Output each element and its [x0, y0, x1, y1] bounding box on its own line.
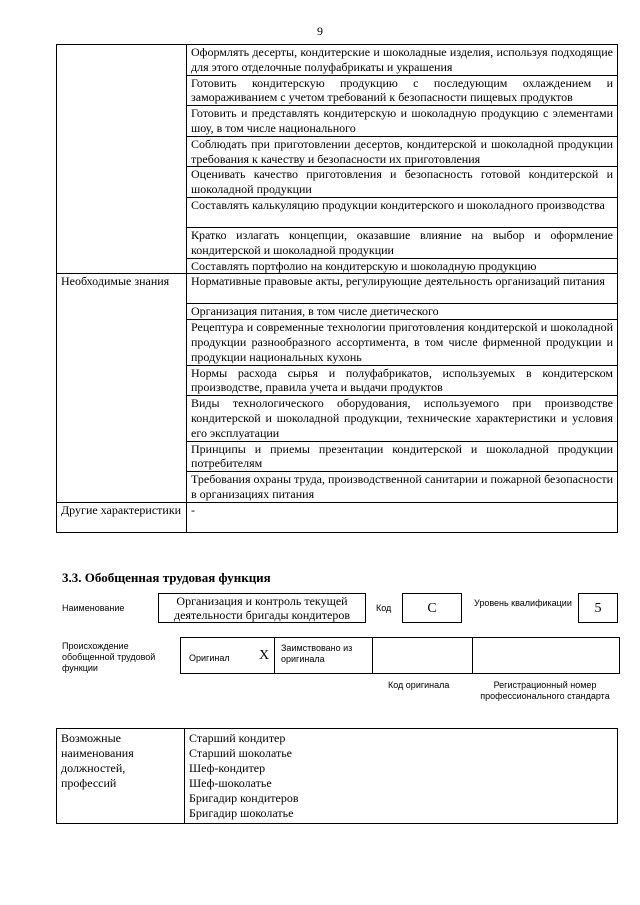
original-cell: [181, 638, 275, 673]
knowledge-item: Нормативные правовые акты, регулирующие деятельность организаций питания: [187, 274, 618, 304]
table-row: [57, 274, 618, 304]
qualification-level-box: 5: [578, 593, 618, 623]
skill-item: Готовить и представлять кондитерскую и шоколадную продукцию с элементами шоу, в том числе национального: [187, 106, 618, 137]
table-row: [57, 502, 618, 532]
registration-number-cell: [473, 638, 619, 673]
skill-item: Кратко излагать концепции, оказавшие влияние на выбор и оформление кондитерской и шоколадной продукции: [187, 227, 618, 258]
positions-table: [56, 728, 618, 824]
skill-item: Готовить кондитерскую продукцию с последующим охлаждением и замораживанием с учетом требований к безопасности пищевых продуктов: [187, 75, 618, 106]
other-characteristics-label: Другие характеристики: [57, 502, 187, 532]
positions-list: [185, 729, 618, 824]
origin-strip: [180, 637, 620, 674]
name-label: Наименование: [62, 603, 125, 613]
skill-item: Составлять портфолио на кондитерскую и шоколадную продукцию: [187, 258, 618, 274]
skill-item: Составлять калькуляцию продукции кондитерского и шоколадного производства: [187, 197, 618, 227]
original-code-caption: Код оригинала: [388, 680, 450, 690]
skill-item: Оценивать качество приготовления и безопасность готовой кондитерской и шоколадной продукции: [187, 167, 618, 198]
borrowed-cell: [275, 638, 373, 673]
skills-label-cell: [57, 45, 187, 274]
list-item: Бригадир шоколатье: [189, 806, 294, 820]
origin-label: Происхождение обобщенной трудовой функции: [62, 641, 156, 673]
list-item: Старший шоколатье: [189, 746, 292, 760]
list-item: Бригадир кондитеров: [189, 791, 299, 805]
table-row: [57, 729, 618, 824]
knowledge-item: Требования охраны труда, производственной санитарии и пожарной безопасности в организациях питания: [187, 472, 618, 503]
table-row: [57, 45, 618, 76]
code-label: Код: [376, 603, 392, 613]
original-code-cell: [373, 638, 473, 673]
qualification-level-label: Уровень квалификации: [474, 598, 572, 608]
skill-item: Соблюдать при приготовлении десертов, кондитерской и шоколадной продукции требования к качеству и безопасности их приготовления: [187, 136, 618, 167]
borrowed-label: Заимствовано из оригинала: [281, 643, 353, 664]
list-item: Старший кондитер: [189, 731, 286, 745]
page-number: 9: [317, 24, 323, 38]
code-box: C: [402, 593, 462, 623]
knowledge-item: Принципы и приемы презентации кондитерской и шоколадной продукции потребителям: [187, 441, 618, 472]
list-item: Шеф-кондитер: [189, 761, 266, 775]
section-title: 3.3. Обобщенная трудовая функция: [62, 570, 271, 585]
original-mark: X: [259, 648, 270, 663]
knowledge-item: Рецептура и современные технологии приготовления кондитерской и шоколадной продукции разнообразного ассортимента, в том числе фирменной продукции и продукции национальных кухонь: [187, 320, 618, 365]
positions-label: Возможные наименования должностей, профессий: [57, 729, 185, 824]
other-characteristics-value: -: [187, 502, 618, 532]
knowledge-item: Организация питания, в том числе диетического: [187, 304, 618, 320]
knowledge-label: Необходимые знания: [57, 274, 187, 502]
original-label: Оригинал: [189, 653, 230, 663]
registration-number-caption: Регистрационный номер профессионального стандарта: [480, 680, 610, 701]
skills-knowledge-table: [56, 44, 618, 533]
knowledge-item: Нормы расхода сырья и полуфабрикатов, используемых в кондитерском производстве, правила учета и выдачи продуктов: [187, 365, 618, 396]
list-item: Шеф-шоколатье: [189, 776, 272, 790]
knowledge-item: Виды технологического оборудования, используемого при производстве кондитерской и шоколадной продукции, технические характеристики и условия его эксплуатации: [187, 396, 618, 441]
function-name-box: Организация и контроль текущей деятельности бригады кондитеров: [158, 593, 366, 623]
skill-item: Оформлять десерты, кондитерские и шоколадные изделия, используя подходящие для этого отделочные полуфабрикаты и украшения: [187, 45, 618, 76]
